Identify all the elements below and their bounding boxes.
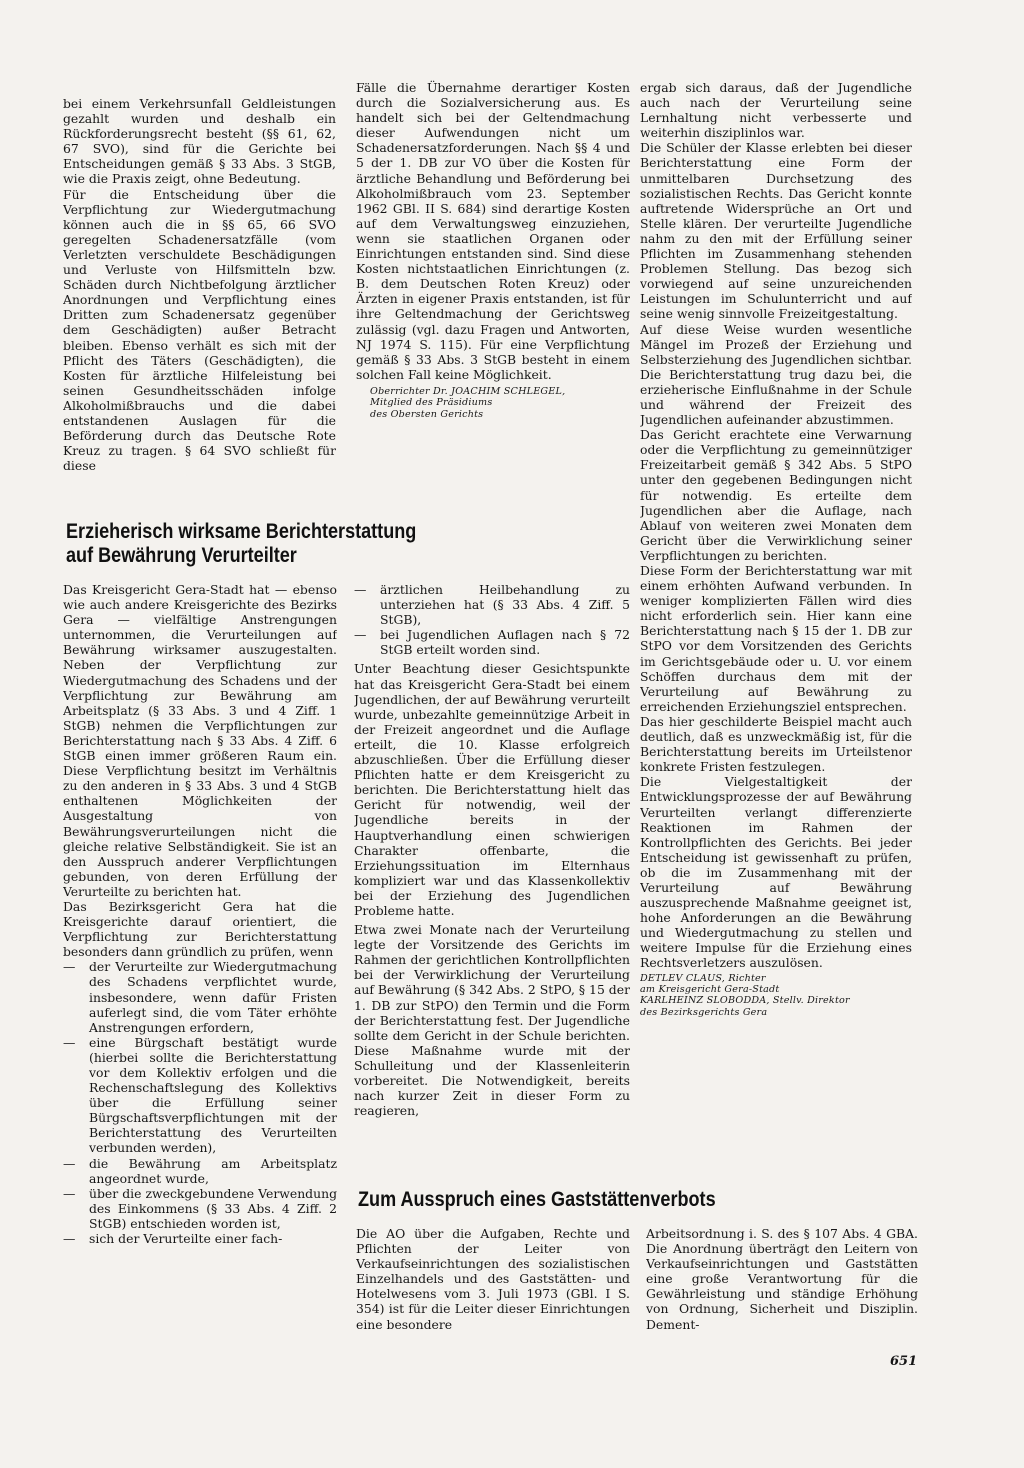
author-role: Richter <box>728 972 766 984</box>
article2-col1 <box>63 582 337 1342</box>
article-headline: Zum Ausspruch eines Gaststättenverbots <box>358 1188 716 1211</box>
author-name: Oberrichter Dr. JOACHIM SCHLEGEL, <box>370 385 566 397</box>
paragraph: Arbeitsordnung i. S. des § 107 Abs. 4 GBA. Die Anordnung überträgt den Leitern von Verkaufseinrichtungen und Gaststätten eine große Verantwortung für die Gewährleistung und ständige Erhöhung von Ordnung, Sicherheit und Disziplin. Dement- <box>646 1226 918 1332</box>
paragraph: Die Schüler der Klasse erlebten bei dieser Berichterstattung eine Form der unmittelbaren Durchsetzung des sozialistischen Rechts. Das Gericht konnte auftretende Widersprüche an Ort und Stelle klären. Der verurteilte Jugendliche nahm zu den mit der Erfüllung seiner Pflichten im Zusammenhang stehenden Problemen Stellung. Das bezog sich vorwiegend auf seine unzureichenden Leistungen im Schulunterricht und auf seine wenig sinnvolle Freizeitgestaltung. <box>640 140 912 322</box>
author-name: DETLEV CLAUS, <box>640 972 726 984</box>
paragraph: Etwa zwei Monate nach der Verurteilung legte der Vorsitzende des Gerichts im Rahmen der gerichtlichen Kontrollpflichten bei der Verwirklichung der Verurteilung auf Bewährung (§ 342 Abs. 2 StPO, § 15 der 1. DB zur StPO) den Termin und die Form der Berichterstattung fest. Der Jugendliche sollte dem Gericht in der Schule berichten. Diese Maßnahme wurde mit der Schulleitung und der Klassenleiterin vorbereitet. Die Notwendigkeit, bereits nach kurzer Zeit in dieser Form zu reagieren, <box>354 922 630 1119</box>
page-number: 651 <box>890 1354 918 1369</box>
article3-col2 <box>646 1226 918 1346</box>
list-item: — eine Bürgschaft bestätigt wurde (hierbei sollte die Berichterstattung vor dem Kollektiv erfolgen und die Rechenschaftslegung des Kollektivs über die Erfüllung seiner Bürgschaftsverpflichtungen mit der Berichterstattung des Verurteilten verbunden werden), <box>63 1035 337 1156</box>
paragraph: Fälle die Übernahme derartiger Kosten durch die Sozialversicherung aus. Es handelt sich bei der Geltendmachung dieser Aufwendungen nicht um Schadenersatzforderungen. Nach §§ 4 und 5 der 1. DB zur VO über die Kosten für ärztliche Behandlung und Beförderung bei Alkoholmißbrauch vom 23. September 1962 GBl. II S. 684) sind derartige Kosten auf dem Verwaltungsweg einzuziehen, wenn sie staatlichen Organen oder Einrichtungen entstanden sind. Sind diese Kosten nichtstaatlichen Einrichtungen (z. B. dem Deutschen Roten Kreuz) oder Ärzten in eigener Praxis entstanden, ist für ihre Geltendmachung der Gerichtsweg zulässig (vgl. dazu Fragen und Antworten, NJ 1974 S. 115). Für eine Verpflichtung gemäß § 33 Abs. 3 StGB besteht in einem solchen Fall keine Möglichkeit. <box>356 80 630 382</box>
paragraph: Für die Entscheidung über die Verpflichtung zur Wiedergutmachung können auch die in §§ 65, 66 SVO geregelten Schadenersatzfälle (vom Verletzten verschuldete Beschädigungen und Verluste von Hilfsmitteln bzw. Schäden durch Nichtbefolgung ärztlicher Anordnungen und Verpflichtung eines Dritten zum Schadenersatz gegenüber dem Geschädigten) außer Betracht bleiben. Ebenso verhält es sich mit der Pflicht des Täters (Geschädigten), die Kosten für ärztliche Hilfeleistung bei seinen Gesundheitsschäden infolge Alkoholmißbrauchs und die dabei entstandenen Auslagen für die Beförderung durch das Deutsche Rote Kreuz zu tragen. § 64 SVO schließt für diese <box>63 186 336 474</box>
paragraph: Die AO über die Aufgaben, Rechte und Pflichten der Leiter von Verkaufseinrichtungen des sozialistischen Einzelhandels und des Gaststätten- und Hotelwesens vom 3. Juli 1973 (GBl. I S. 354) ist für die Leiter dieser Einrichtungen eine besondere <box>356 1226 630 1332</box>
list-item: — die Bewährung am Arbeitsplatz angeordnet wurde, <box>63 1156 337 1186</box>
paragraph: Das Bezirksgericht Gera hat die Kreisgerichte darauf orientiert, die Verpflichtung zur Berichterstattung besonders dann gründlich zu prüfen, wenn <box>63 898 337 960</box>
list-item: — der Verurteilte zur Wiedergutmachung des Schadens verpflichtet wurde, insbesondere, wenn dafür Fristen auferlegt sind, die vom Täter erhöhte Anstrengungen erfordern, <box>63 959 337 1034</box>
paragraph: Diese Form der Berichterstattung war mit einem erhöhten Aufwand verbunden. In weniger komplizierten Fällen wird dies nicht erforderlich sein. Hier kann eine Berichterstattung nach § 15 der 1. DB zur StPO vor dem Vorsitzenden des Gerichts im Gerichtsgebäude oder u. U. vor einem Schöffen durchaus dem mit der Verurteilung auf Bewährung zu erreichenden Erziehungsziel entsprechen. <box>640 563 912 714</box>
author-byline <box>370 386 630 420</box>
author-role: des Bezirksgerichts Gera <box>640 1006 768 1018</box>
paragraph: Die Vielgestaltigkeit der Entwicklungsprozesse der auf Bewährung Verurteilten verlangt differenzierte Reaktionen im Rahmen der Kontrollpflichten des Gerichts. Bei jeder Entscheidung ist gewissenhaft zu prüfen, ob die im Zusammenhang mit der Verurteilung auf Bewährung auszusprechende Maßnahme geeignet ist, hohe Anforderungen an die Bewährung und Wiedergutmachung zu stellen und weitere Impulse für die Erziehung eines Rechtsverletzers auszulösen. <box>640 774 912 971</box>
upper-article-col1 <box>63 96 336 496</box>
author-byline <box>640 973 912 1019</box>
article2-col2 <box>354 582 630 1172</box>
headline-line: auf Bewährung Verurteilter <box>66 544 297 567</box>
paragraph: Das hier geschilderte Beispiel macht auch deutlich, daß es unzweckmäßig ist, für die Berichterstattung bereits im Urteilstenor konkrete Fristen festzulegen. <box>640 713 912 775</box>
author-role: Mitglied des Präsidiums <box>370 397 493 409</box>
upper-article-col2 <box>356 80 630 500</box>
author-role: des Obersten Gerichts <box>370 408 484 420</box>
list-item: — bei Jugendlichen Auflagen nach § 72 StGB erteilt worden sind. <box>354 627 630 657</box>
condition-list <box>63 959 337 1246</box>
article-headline <box>66 520 416 568</box>
condition-list <box>354 582 630 657</box>
right-column <box>640 80 912 1170</box>
author-name: KARLHEINZ SLOBODDA, <box>640 995 770 1007</box>
list-item: — über die zweckgebundene Verwendung des Einkommens (§ 33 Abs. 4 Ziff. 2 StGB) entschieden worden ist, <box>63 1186 337 1231</box>
author-role: Stellv. Direktor <box>772 995 850 1007</box>
paragraph: Auf diese Weise wurden wesentliche Mängel im Prozeß der Erziehung und Selbsterziehung des Jugendlichen sichtbar. Die Berichterstattung trug dazu bei, die erzieherische Einflußnahme in der Schule und während der Freizeit des Jugendlichen aufeinander abzustimmen. <box>640 321 912 428</box>
list-item: — ärztlichen Heilbehandlung zu unterziehen hat (§ 33 Abs. 4 Ziff. 5 StGB), <box>354 582 630 627</box>
list-item: — sich der Verurteilte einer fach- <box>63 1231 337 1246</box>
author-role: am Kreisgericht Gera-Stadt <box>640 983 780 995</box>
article3-col1 <box>356 1226 630 1346</box>
paragraph: Das Kreisgericht Gera-Stadt hat — ebenso wie auch andere Kreisgerichte des Bezirks Gera — vielfältige Anstrengungen unternommen, die Verurteilungen auf Bewährung wirksamer auszugestalten. Neben der Verpflichtung zur Wiedergutmachung des Schadens und der Verpflichtung zur Bewährung am Arbeitsplatz (§ 33 Abs. 3 und 4 Ziff. 1 StGB) nehmen die Verpflichtungen zur Berichterstattung nach § 33 Abs. 4 Ziff. 6 StGB einen immer größeren Raum ein. Diese Verpflichtung besitzt im Verhältnis zu den anderen in § 33 Abs. 3 und 4 StGB enthaltenen Möglichkeiten der Ausgestaltung von Bewährungsverurteilungen nicht die gleiche relative Selbständigkeit. Sie ist an den Ausspruch anderer Verpflichtungen gebunden, von deren Erfüllung der Verurteilte zu berichten hat. <box>63 582 337 899</box>
headline-line: Erzieherisch wirksame Berichterstattung <box>66 520 417 543</box>
paragraph: bei einem Verkehrsunfall Geldleistungen gezahlt wurden und deshalb ein Rückforderungsrecht besteht (§§ 61, 62, 67 SVO), sind für die Gerichte bei Entscheidungen gemäß § 33 Abs. 3 StGB, wie die Praxis zeigt, ohne Bedeutung. <box>63 96 336 187</box>
paragraph: Das Gericht erachtete eine Verwarnung oder die Verpflichtung zu gemeinnütziger Freizeitarbeit gemäß § 342 Abs. 5 StPO unter den gegebenen Bedingungen nicht für notwendig. Es erteilte dem Jugendlichen aber die Auflage, nach Ablauf von weiteren zwei Monaten dem Gericht über die Verwirklichung seiner Verpflichtungen zu berichten. <box>640 427 912 563</box>
paragraph: Unter Beachtung dieser Gesichtspunkte hat das Kreisgericht Gera-Stadt bei einem Jugendlichen, der auf Bewährung verurteilt wurde, unbezahlte gemeinnützige Arbeit in der Freizeit angeordnet und die Auflage erteilt, die 10. Klasse erfolgreich abzuschließen. Über die Erfüllung dieser Pflichten hatte er dem Kreisgericht zu berichten. Die Berichterstattung hielt das Gericht für notwendig, weil der Jugendliche bereits in der Hauptverhandlung einen schwierigen Charakter offenbarte, die Erziehungssituation im Elternhaus kompliziert war und das Klassenkollektiv bei der Erziehung des Jugendlichen Probleme hatte. <box>354 661 630 918</box>
paragraph: ergab sich daraus, daß der Jugendliche auch nach der Verurteilung seine Lernhaltung nicht verbesserte und weiterhin disziplinlos war. <box>640 80 912 141</box>
